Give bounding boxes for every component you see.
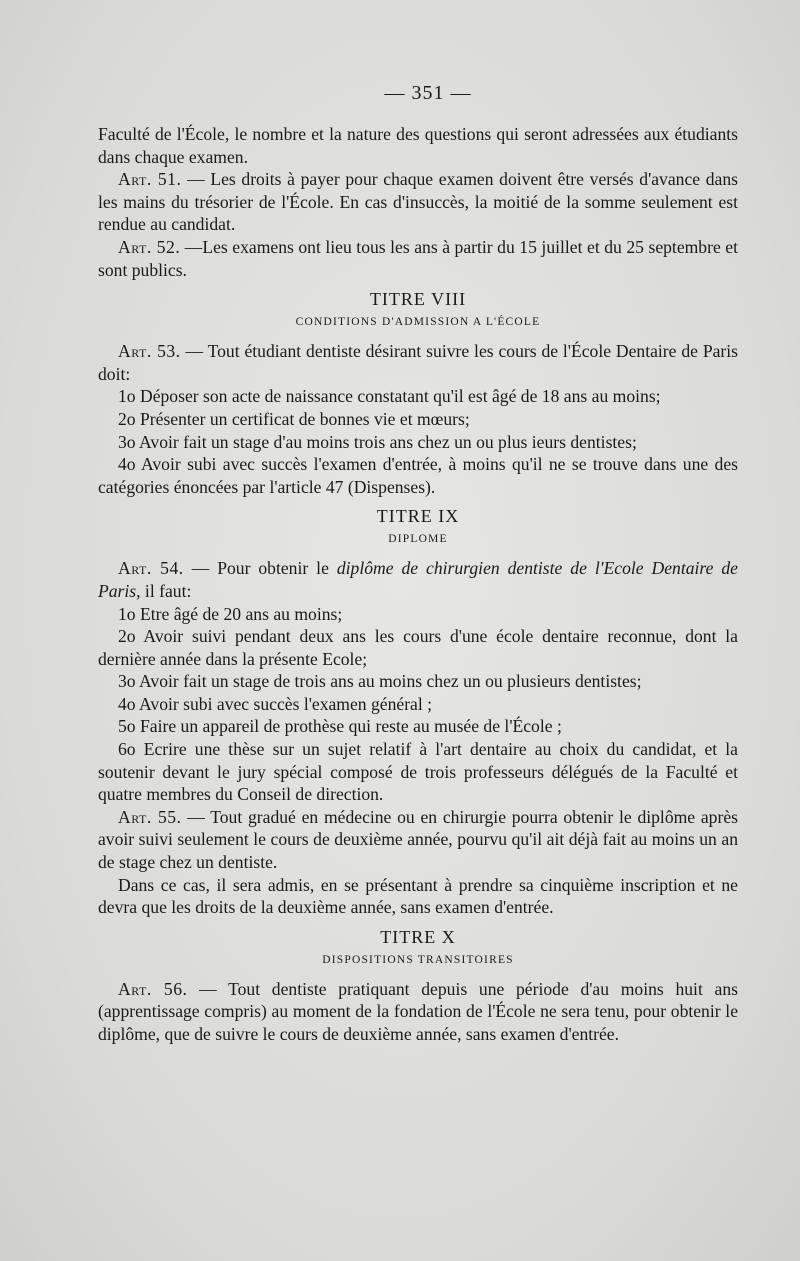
article-label: Art. 55. [118, 806, 182, 827]
list-item: 6o Ecrire une thèse sur un sujet relatif à l'art dentaire au choix du candidat, et la soutenir devant le jury spécial composé de trois professeurs délégués de la Faculté et quatre membres du Conseil de direction. [98, 739, 738, 805]
article-text: — Tout gradué en médecine ou en chirurgie pourra obtenir le diplôme après avoir suivi seulement le cours de deuxième année, pourvu qu'il ait déjà fait au moins un an de stage chez un dentiste. [98, 806, 738, 873]
article-text-italic: diplôme de chirurgien dentiste de l'Ecole Dentaire de Paris, [98, 558, 738, 601]
article-text: — Tout dentiste pratiquant depuis une période d'au moins huit ans (apprentissage compris) au moment de la fondation de l'École ne sera tenu, pour obtenir le diplôme, que de suivre le cours de deuxième année, sans examen d'entrée. [98, 978, 738, 1044]
section-title-ix: TITRE IX [376, 506, 460, 527]
article-text: — Les droits à payer pour chaque examen doivent être versés d'avance dans les mains du trésorier de l'École. En cas d'insuccès, la moitié de la somme seulement est rendue au candidat. [98, 169, 738, 235]
page-number: — 351 — [384, 82, 472, 104]
list-item: 4o Avoir subi avec succès l'examen général ; [118, 693, 433, 714]
article-55 [98, 806, 738, 874]
article-text: — Pour obtenir le [191, 558, 337, 579]
list-item: 1o Déposer son acte de naissance constatant qu'il est âgé de 18 ans au moins; [118, 386, 661, 407]
list-item: 5o Faire un appareil de prothèse qui reste au musée de l'École ; [118, 716, 562, 737]
section-subtitle-ix: DIPLOME [388, 533, 448, 546]
list-item: 4o Avoir subi avec succès l'examen d'entrée, à moins qu'il ne se trouve dans une des catégories énoncées par l'article 47 (Dispenses). [98, 454, 738, 497]
list-item: 2o Avoir suivi pendant deux ans les cours d'une école dentaire reconnue, dont la dernière année dans la présente Ecole; [98, 626, 738, 669]
article-51 [98, 168, 738, 236]
article-text: —Les examens ont lieu tous les ans à partir du 15 juillet et du 25 septembre et sont publics. [98, 236, 739, 280]
list-item: 3o Avoir fait un stage de trois ans au moins chez un ou plusieurs dentistes; [118, 671, 642, 692]
article-55-paragraph: Dans ce cas, il sera admis, en se présentant à prendre sa cinquième inscription et ne devra que les droits de la deuxième année, sans examen d'entrée. [98, 874, 738, 918]
article-53 [98, 340, 738, 385]
article-label: Art. 53. [118, 341, 181, 362]
article-label: Art. 56. [118, 978, 188, 999]
list-item: 1o Etre âgé de 20 ans au moins; [118, 603, 343, 624]
list-item: 2o Présenter un certificat de bonnes vie et mœurs; [118, 408, 470, 429]
paragraph-continuation: Faculté de l'École, le nombre et la nature des questions qui seront adressées aux étudiants dans chaque examen. [98, 124, 738, 167]
article-text: il faut: [140, 580, 192, 601]
article-56 [98, 978, 738, 1046]
article-52 [98, 236, 738, 281]
section-title-x: TITRE X [380, 926, 456, 947]
section-title-viii: TITRE VIII [369, 289, 467, 310]
article-54 [98, 557, 738, 602]
article-label: Art. 51. [118, 169, 182, 190]
list-item: 3o Avoir fait un stage d'au moins trois ans chez un ou plus ieurs dentistes; [118, 431, 637, 452]
article-label: Art. 52. [118, 236, 181, 257]
section-subtitle-viii: CONDITIONS D'ADMISSION A L'ÉCOLE [295, 316, 541, 329]
article-label: Art. 54. [118, 558, 184, 579]
article-text: — Tout étudiant dentiste désirant suivre les cours de l'École Dentaire de Paris doit: [98, 341, 739, 384]
section-subtitle-x: DISPOSITIONS TRANSITOIRES [322, 953, 514, 966]
